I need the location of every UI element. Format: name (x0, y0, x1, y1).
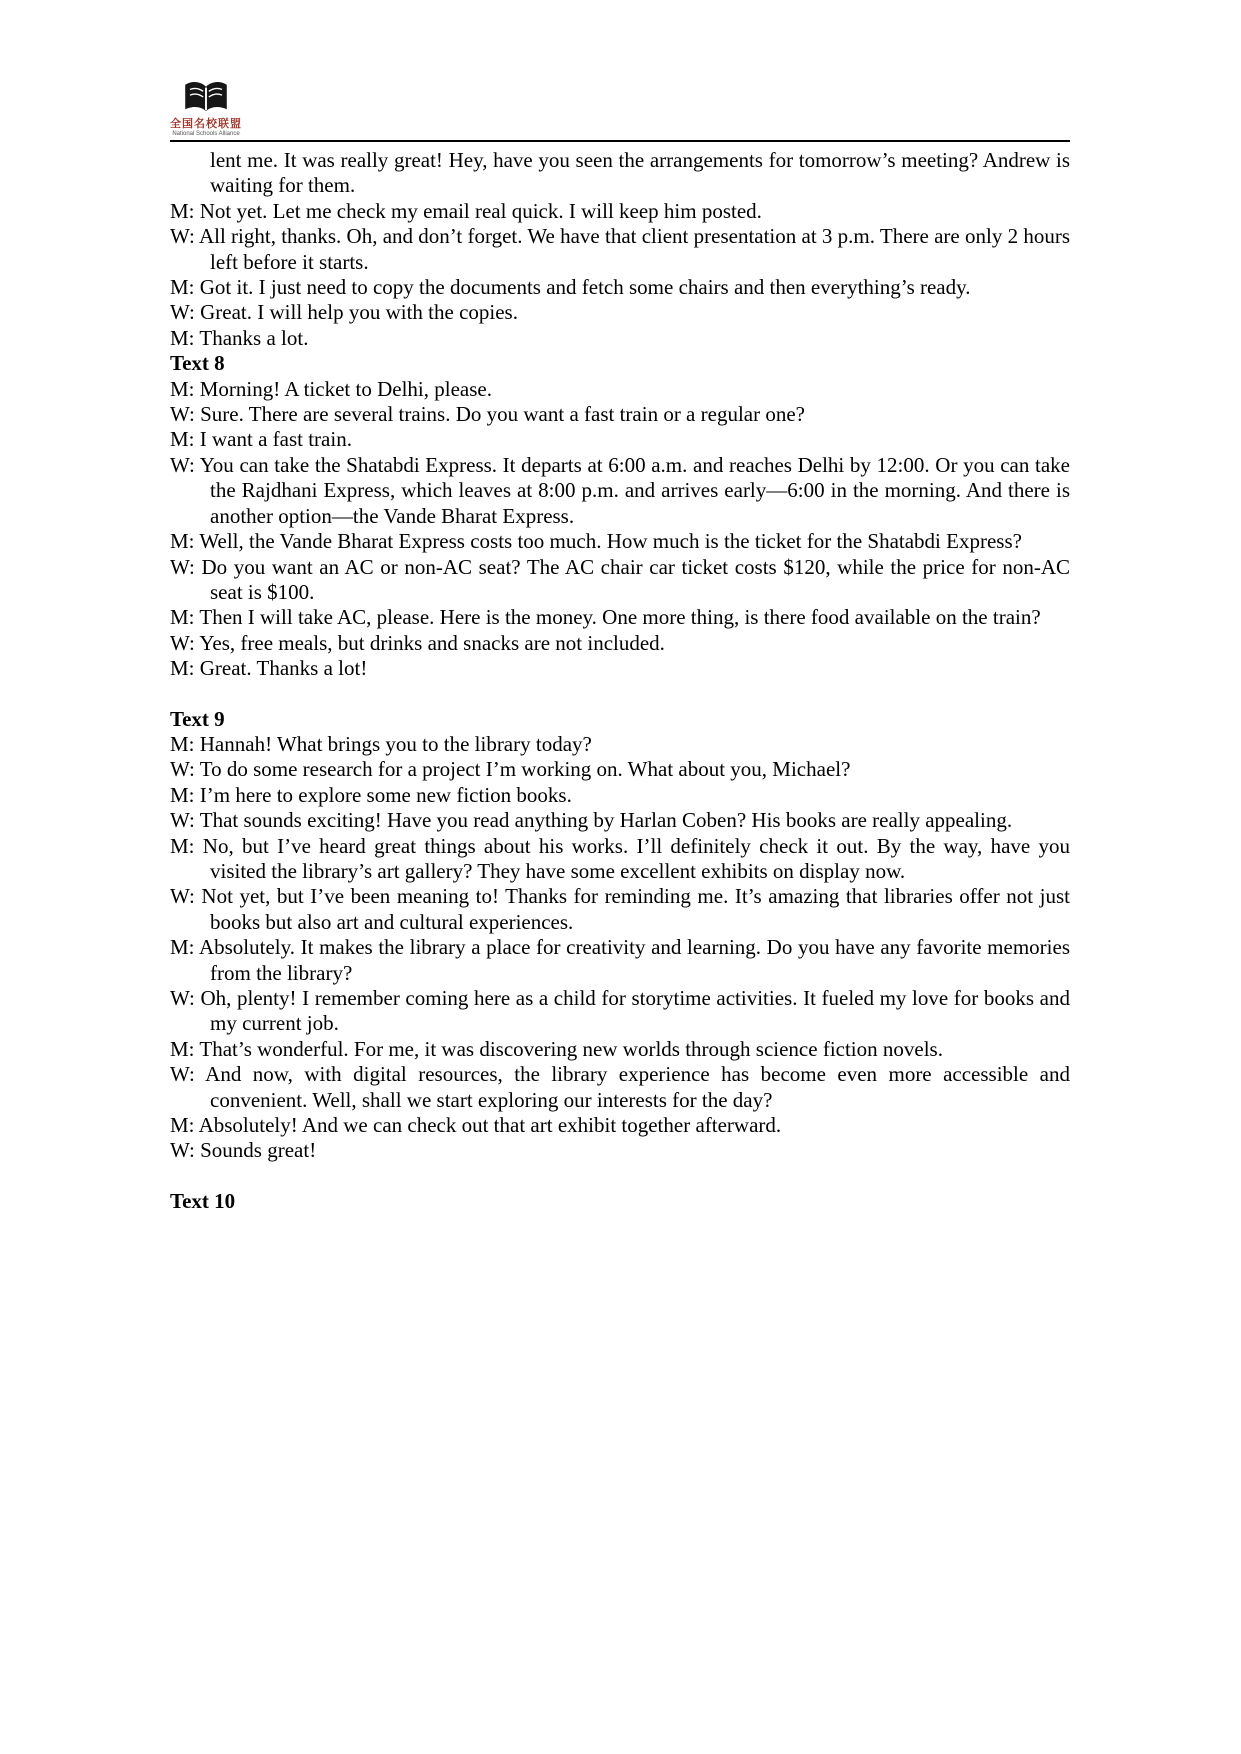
transcript-line: M: Got it. I just need to copy the documents and fetch some chairs and then everything’s ready. (170, 275, 971, 300)
header-divider (170, 140, 1070, 142)
transcript-line: W: And now, with digital resources, the library experience has become even more accessible and convenient. Well, shall we start exploring our interests for the day? (170, 1062, 1070, 1112)
brand-logo (170, 80, 242, 137)
transcript-line: W: Sure. There are several trains. Do you want a fast train or a regular one? (170, 402, 805, 427)
transcript-line: W: Yes, free meals, but drinks and snacks are not included. (170, 630, 665, 655)
section-heading: Text 9 (170, 706, 225, 731)
transcript-line: M: Thanks a lot. (170, 325, 309, 350)
transcript-line: M: Great. Thanks a lot! (170, 656, 368, 681)
transcript (170, 148, 1070, 1214)
brand-name-english: National Schools Alliance (172, 131, 240, 137)
transcript-line: W: Sounds great! (170, 1138, 317, 1163)
transcript-line: lent me. It was really great! Hey, have you seen the arrangements for tomorrow’s meeting? Andrew is waiting for them. (210, 148, 1070, 198)
transcript-line: M: No, but I’ve heard great things about his works. I’ll definitely check it out. By the way, have you visited the library’s art gallery? They have some excellent exhibits on display now. (170, 833, 1070, 883)
transcript-line: W: To do some research for a project I’m working on. What about you, Michael? (170, 757, 851, 782)
transcript-line: W: Do you want an AC or non-AC seat? The AC chair car ticket costs $120, while the price for non-AC seat is $100. (170, 554, 1070, 604)
book-logo-icon (183, 80, 229, 114)
transcript-line: W: That sounds exciting! Have you read anything by Harlan Coben? His books are really appealing. (170, 808, 1013, 833)
transcript-line: W: All right, thanks. Oh, and don’t forget. We have that client presentation at 3 p.m. There are only 2 hours left before it starts. (170, 224, 1070, 274)
section-heading: Text 8 (170, 351, 225, 376)
section-heading: Text 10 (170, 1188, 236, 1213)
transcript-line: W: You can take the Shatabdi Express. It departs at 6:00 a.m. and reaches Delhi by 12:00. Or you can take the Rajdhani Express, which leaves at 8:00 p.m. and arrives early—6:00 in the morning. And there is another option—the Vande Bharat Express. (170, 452, 1070, 528)
transcript-line: M: Hannah! What brings you to the library today? (170, 731, 592, 756)
transcript-line: M: That’s wonderful. For me, it was discovering new worlds through science fiction novels. (170, 1036, 943, 1061)
transcript-line: M: Well, the Vande Bharat Express costs too much. How much is the ticket for the Shatabdi Express? (170, 529, 1022, 554)
transcript-line: M: I’m here to explore some new fiction books. (170, 782, 572, 807)
transcript-line: M: Morning! A ticket to Delhi, please. (170, 376, 492, 401)
brand-name-chinese: 全国名校联盟 (170, 118, 242, 130)
transcript-line: W: Great. I will help you with the copies. (170, 300, 518, 325)
transcript-line: M: Not yet. Let me check my email real quick. I will keep him posted. (170, 198, 762, 223)
transcript-line: M: I want a fast train. (170, 427, 352, 452)
transcript-line: W: Oh, plenty! I remember coming here as a child for storytime activities. It fueled my love for books and my current job. (170, 986, 1070, 1036)
page-header (170, 80, 1070, 137)
transcript-line: W: Not yet, but I’ve been meaning to! Thanks for reminding me. It’s amazing that libraries offer not just books but also art and cultural experiences. (170, 884, 1070, 934)
transcript-line: M: Then I will take AC, please. Here is the money. One more thing, is there food available on the train? (170, 605, 1041, 630)
transcript-line: M: Absolutely! And we can check out that art exhibit together afterward. (170, 1113, 782, 1138)
transcript-line: M: Absolutely. It makes the library a place for creativity and learning. Do you have any favorite memories from the library? (170, 935, 1070, 985)
